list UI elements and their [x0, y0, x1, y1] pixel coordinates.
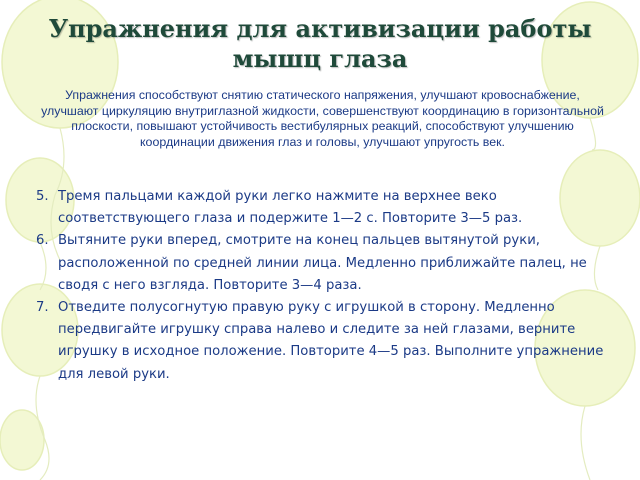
list-item-text: Вытяните руки вперед, смотрите на конец пальцев вытянутой руки, расположенной по средней линии лица. Медленно приближайте палец, не сводя с него взгляда. Повторите 3—4 раза. — [58, 233, 587, 293]
list-item-text: Тремя пальцами каждой руки легко нажмите на верхнее веко соответствующего глаза и подержите 1—2 с. Повторите 3—5 раз. — [58, 189, 523, 227]
list-item-number: 6. — [36, 233, 49, 249]
exercise-list — [36, 186, 606, 386]
list-item-number: 5. — [36, 189, 49, 204]
intro-paragraph: Упражнения способствуют снятию статического напряжения, улучшают кровоснабжение, улучшают циркуляцию внутриглазной жидкости, совершенствуют координацию в горизонтальной плоскости, повышают устойчивость вестибулярных реакций, способствуют улучшению координации движения глаз и головы, улучшают упругость век. — [41, 88, 604, 149]
list-item — [36, 297, 606, 386]
list-item — [36, 186, 606, 230]
slide-title: Упражнения для активизации работы мышц глаза — [48, 14, 592, 73]
list-item-text: Отведите полусогнутую правую руку с игрушкой в сторону. Медленно передвигайте игрушку справа налево и следите за ней глазами, верните игрушку в исходное положение. Повторите 4—5 раз. Выполните упражнение для левой руки. — [58, 300, 604, 382]
list-item-number: 7. — [36, 300, 49, 316]
list-item — [36, 230, 606, 297]
